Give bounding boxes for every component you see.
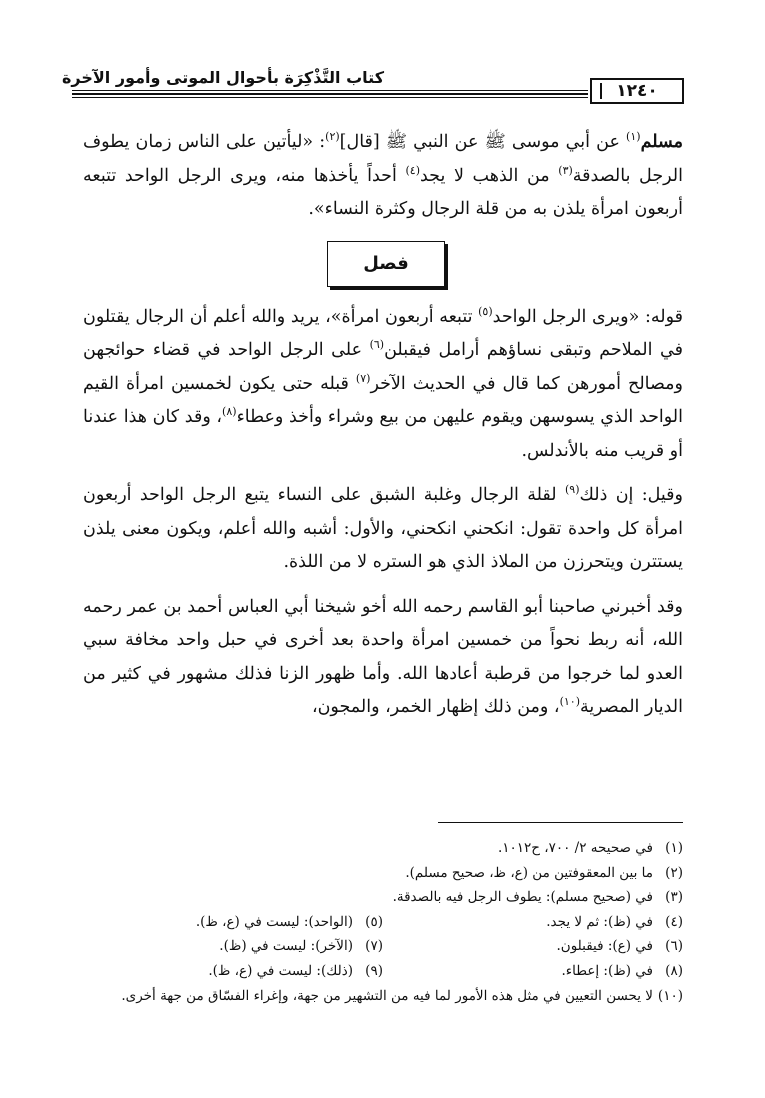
paragraph-alternative-view [83, 479, 683, 580]
footnote-separator [438, 822, 683, 823]
book-title: كتاب التَّذْكِرَة بأحوال الموتى وأمور الآخرة [61, 68, 384, 87]
footnote-number: (٢) [665, 864, 683, 881]
paragraph-text: قوله: «ويرى الرجل الواحد [492, 306, 683, 327]
paragraph-text: ، وقد كان هذا عندنا أو قريب منه بالأندلس. [83, 407, 683, 461]
footnote-ref[interactable]: (٨) [222, 405, 237, 419]
paragraph-text: لقلة الرجال وغلبة الشبق على النساء يتبع الرجل الواحد أربعون امرأة كل واحدة تقول: انكحني انكحني، والأول: أشبه والله أعلم، ويكون معنى يلذن يستترن ويتحرزن من الملاذ الذي هو الستره لا من اللذة. [83, 485, 683, 572]
footnote-number: (٤) [665, 913, 683, 930]
paragraph-text: : «ليأتين على الناس زمان يطوف الرجل بالصدقة [83, 132, 683, 186]
footnote-pair [83, 934, 683, 959]
footnote-ref[interactable]: (١٠) [559, 695, 580, 709]
footnote-item [83, 984, 683, 1009]
paragraph-hadith [83, 126, 683, 227]
paragraph-text: قبله حتى يكون لخمسين امرأة القيم الواحد الذي يسوسهن ويقوم عليهن من بيع وشراء وأخذ وعطاء [83, 373, 683, 427]
footnote-item [383, 910, 683, 935]
main-text [83, 126, 683, 725]
footnote-number: (٥) [365, 913, 383, 930]
footnote-item [83, 934, 383, 959]
footnote-item [83, 959, 383, 984]
footnote-text: ما بين المعقوفتين من (ع، ظ، صحيح مسلم). [405, 864, 653, 881]
paragraph-text: أحداً يأخذها منه، ويرى الرجل الواحد تتبعه أربعون امرأة يلذن به من قلة الرجال وكثرة النساء». [83, 165, 683, 219]
footnote-text: في (صحيح مسلم): يطوف الرجل فيه بالصدقة. [392, 889, 653, 906]
paragraph-text: تتبعه أربعون امرأة»، يريد والله أعلم أن الرجال يقتلون في الملاحم وتبقى نساؤهم أرامل فيقبلن [83, 306, 683, 360]
footnote-item [383, 934, 683, 959]
page-number: ١٢٤٠ [590, 78, 684, 104]
footnote-ref[interactable]: (٥) [478, 304, 493, 318]
paragraph-report [83, 591, 683, 725]
paragraph-text: على الرجل الواحد في قضاء حوائجهن ومصالح أمورهن كما قال في الحديث الآخر [83, 340, 683, 394]
paragraph-text: من الذهب لا يجد [419, 165, 559, 186]
header-rule [72, 93, 588, 95]
paragraph-commentary [83, 301, 683, 469]
footnote-ref[interactable]: (٤) [405, 163, 420, 177]
paragraph-text: عن أبي موسى ﷺ عن النبي ﷺ [قال] [339, 132, 627, 152]
paragraph-text: ، ومن ذلك إظهار الخمر، والمجون، [311, 697, 560, 717]
footnote-text: (الواحد): ليست في (ع، ظ). [195, 913, 353, 930]
footnote-ref[interactable]: (٩) [564, 483, 580, 497]
source-name: مسلم [640, 132, 683, 152]
footnote-item [383, 959, 683, 984]
footnote-number: (١٠) [657, 987, 683, 1004]
footnote-text: في صحيحه ٢/ ٧٠٠، ح١٠١٢. [497, 840, 653, 856]
section-heading: فصل [327, 241, 445, 287]
footnote-ref[interactable]: (٣) [558, 163, 573, 177]
header-rule [72, 97, 588, 98]
footnote-ref[interactable]: (٦) [369, 338, 385, 352]
footnote-pair [83, 959, 683, 984]
footnote-item [83, 910, 383, 935]
paragraph-text: وقد أخبرني صاحبنا أبو القاسم رحمه الله أخو شيخنا أبي العباس أحمد بن عمر رحمه الله، أنه ربط نحواً من خمسين امرأة واحدة بعد أخرى في حبل واحد مخافة سبي العدو لما خرجوا من قرطبة أعادها الله. وأما ظهور الزنا فذلك مشهور في كثير من الديار المصرية [83, 596, 683, 717]
footnote-number: (٧) [365, 938, 383, 955]
footnote-text: (الآخر): ليست في (ظ). [219, 938, 353, 955]
footnote-number: (٣) [665, 889, 683, 906]
footnote-item [83, 836, 683, 861]
footnote-ref[interactable]: (٧) [355, 371, 371, 385]
footnote-ref[interactable]: (١) [626, 130, 641, 144]
footnote-number: (٦) [665, 938, 683, 955]
footnote-item [83, 861, 683, 886]
footnote-text: (ذلك): ليست في (ع، ظ). [208, 962, 353, 979]
footnote-number: (١) [665, 840, 683, 856]
header-rule [72, 90, 588, 91]
footnote-ref[interactable]: (٢) [325, 130, 340, 144]
footnote-text: في (ظ): إعطاء. [561, 962, 653, 979]
footnote-number: (٨) [665, 962, 683, 979]
paragraph-text: وقيل: إن ذلك [579, 485, 683, 505]
footnote-item [83, 885, 683, 910]
footnote-text: في (ع): فيقبلون. [556, 938, 653, 955]
footnotes [83, 836, 683, 1008]
footnote-text: في (ظ): ثم لا يجد. [546, 913, 653, 930]
footnote-text: لا يحسن التعيين في مثل هذه الأمور لما فيه من التشهير من جهة، وإغراء الفسّاق من جهة أخرى. [121, 987, 653, 1004]
footnote-pair [83, 910, 683, 935]
running-header [61, 64, 684, 104]
footnote-number: (٩) [365, 962, 383, 979]
